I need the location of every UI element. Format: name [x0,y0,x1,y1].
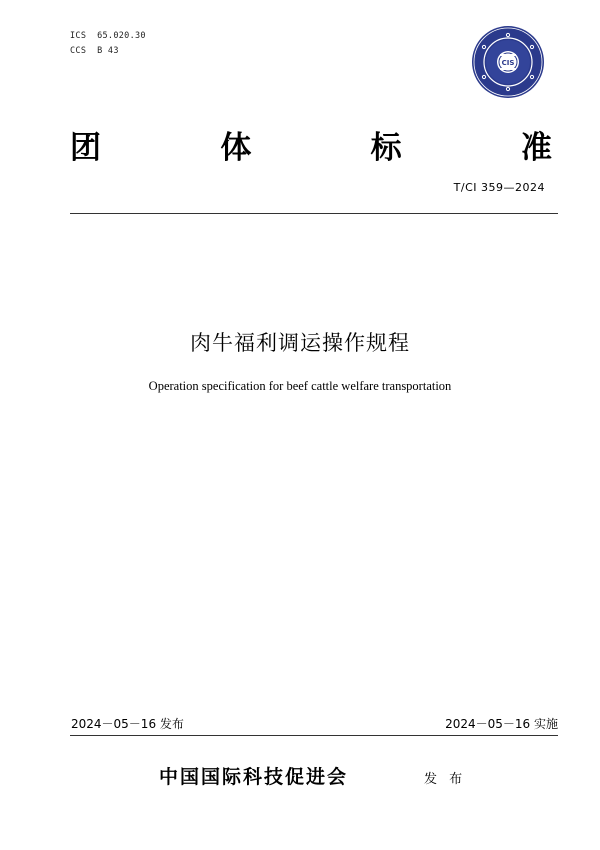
category-char: 团 [70,129,101,166]
top-divider [70,213,558,214]
issue-label: 发 布 [424,772,467,787]
ccs-code: CCS B 43 [70,46,119,56]
standard-number: T/CI 359—2024 [453,181,545,194]
category-char: 体 [220,129,252,166]
category-char: 准 [520,129,552,166]
document-title-english: Operation specification for beef cattle welfare transportation [148,379,452,393]
category-char: 标 [370,129,402,166]
bottom-divider [70,735,558,736]
ics-code: ICS 65.020.30 [70,31,146,41]
issuing-organization: 中国国际科技促进会 [159,766,349,788]
publish-date: 2024－05－16 发布 [71,717,184,731]
document-category-title [70,124,552,164]
seal-center-text: CIS [501,59,515,67]
classification-codes [70,29,146,59]
organization-seal-logo [471,25,545,99]
implementation-date: 2024－05－16 实施 [445,717,558,731]
document-title-chinese: 肉牛福利调运操作规程 [190,331,410,355]
